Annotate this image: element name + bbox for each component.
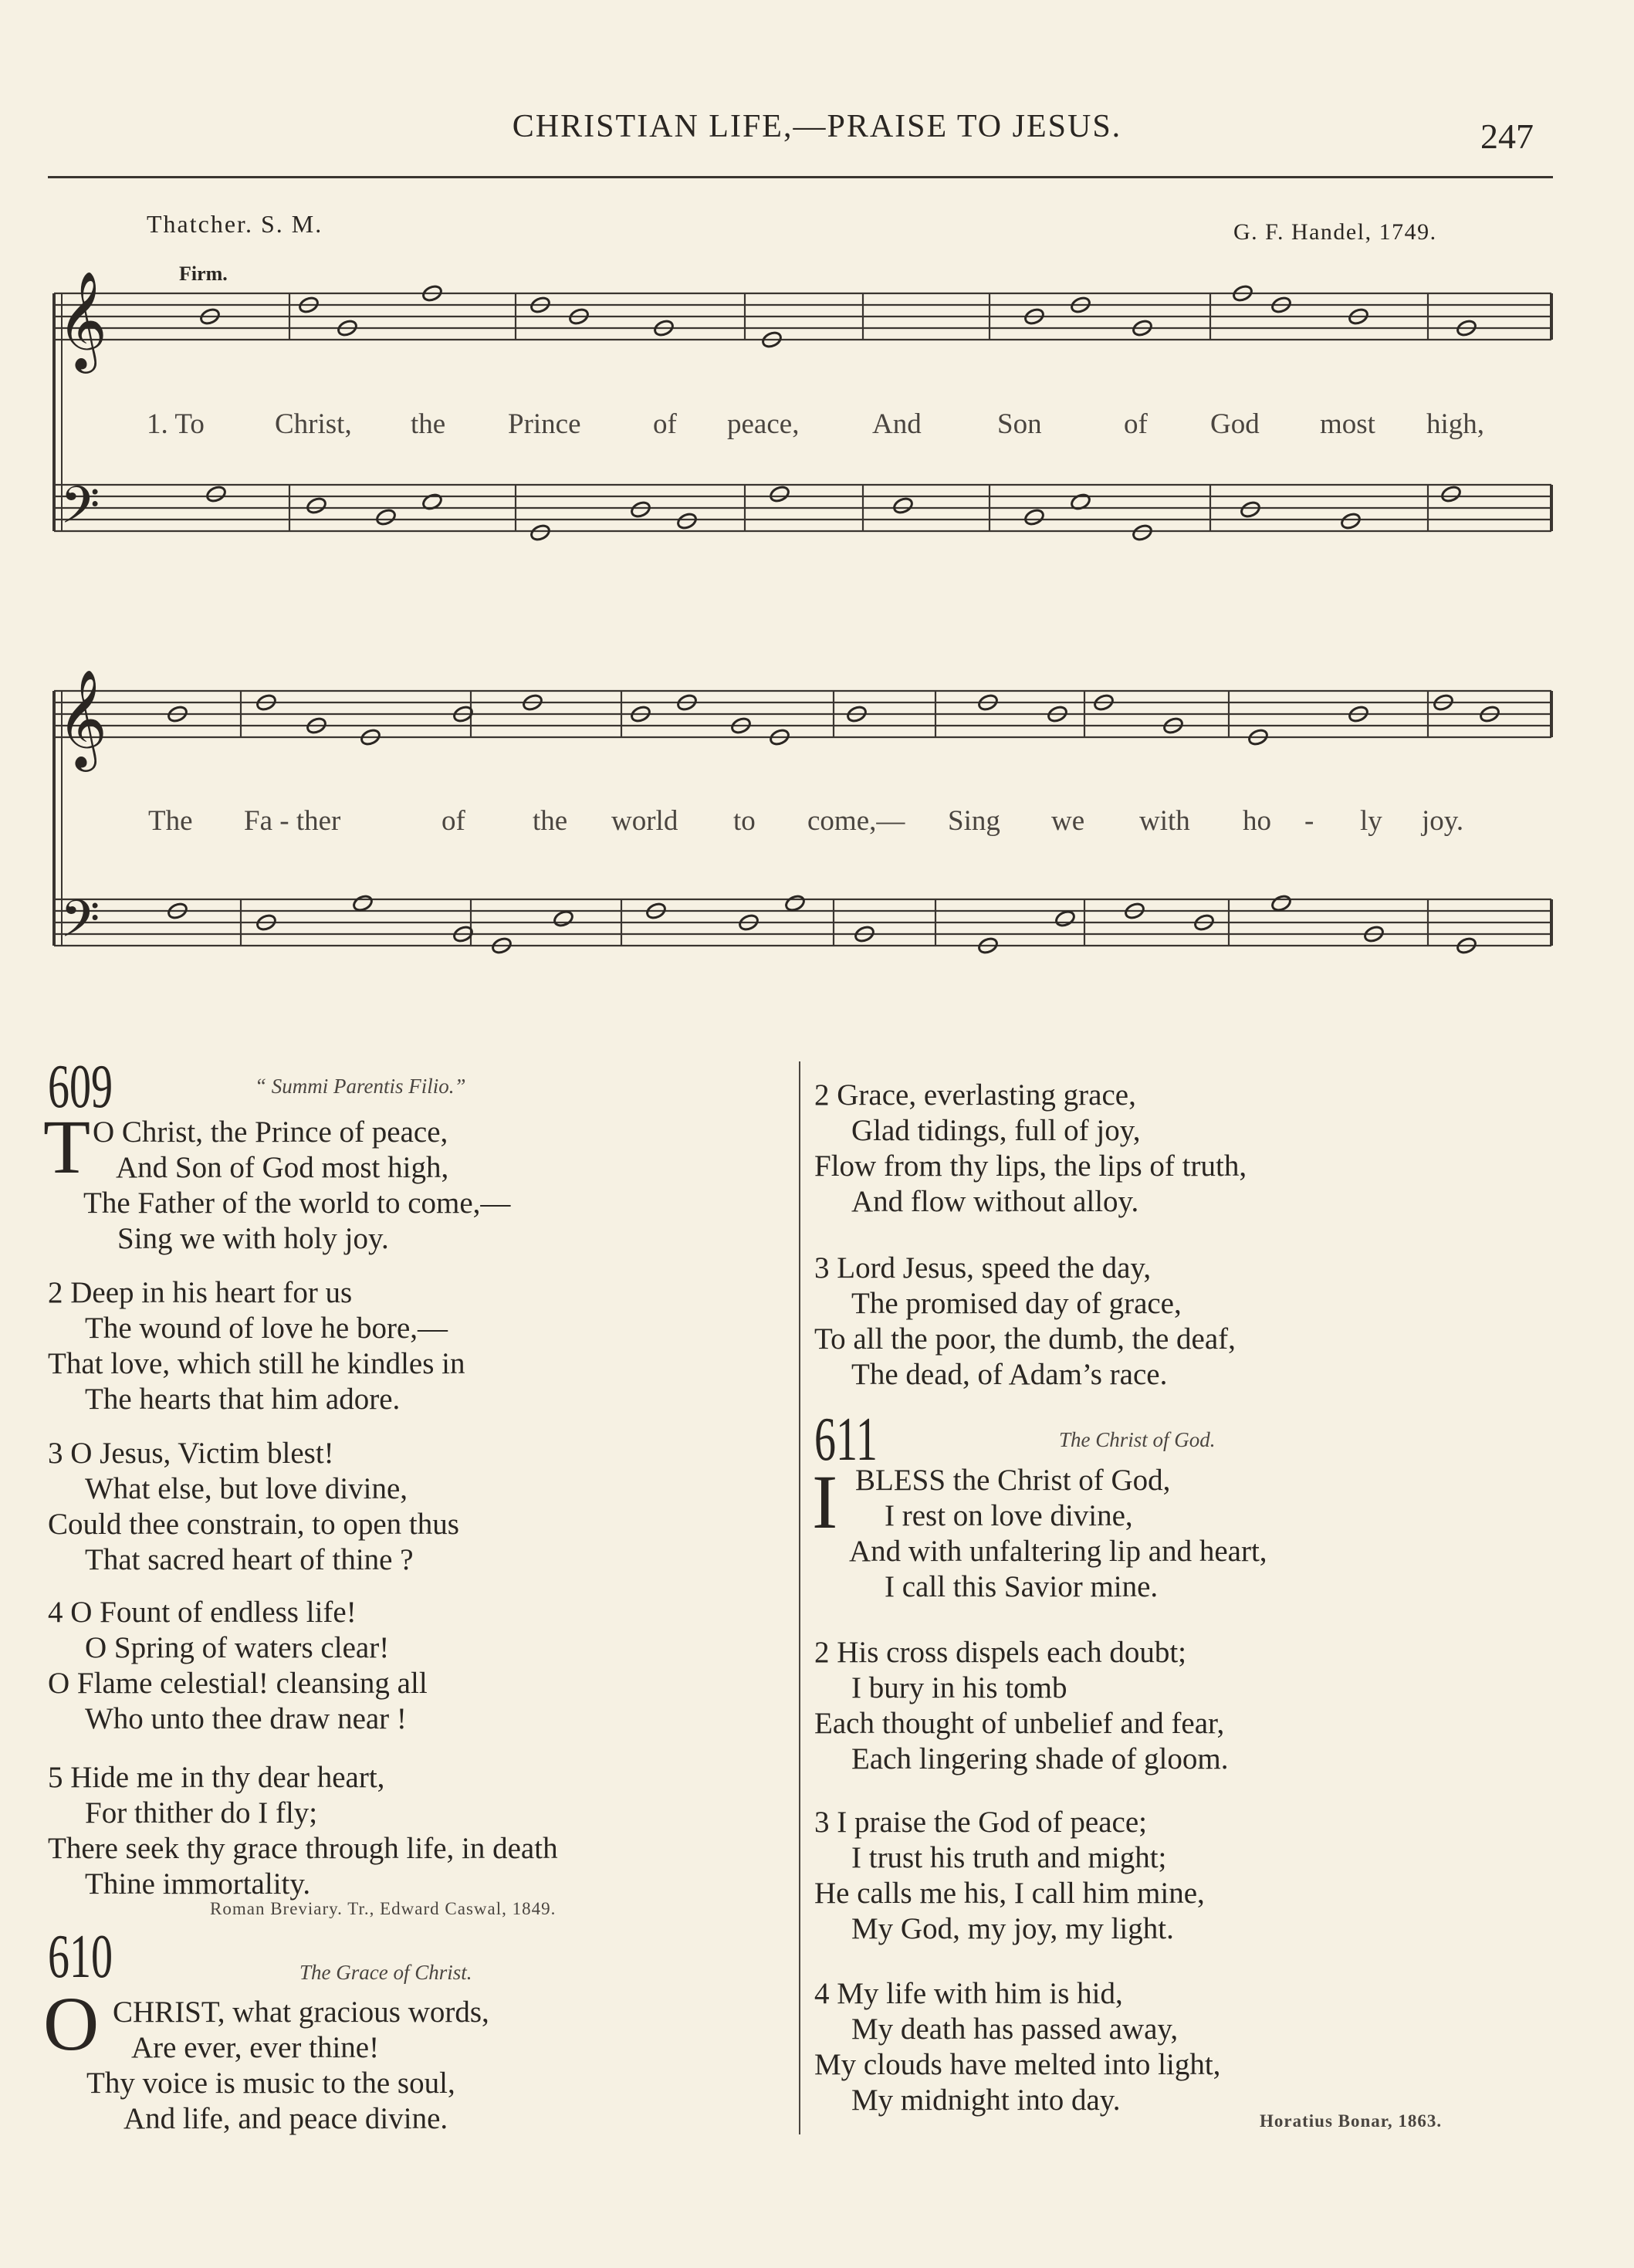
h609-st2-line-3: That love, which still he kindles in [48,1347,465,1380]
hymn-609-number: 609 [48,1053,113,1121]
hymn-610-number: 610 [48,1923,113,1991]
lyric-syllable: the [411,408,446,440]
h609-st4-line-2: O Spring of waters clear! [85,1631,390,1664]
h609-st5-line-2: For thither do I fly; [85,1796,318,1830]
svg-text:𝄢: 𝄢 [60,476,100,547]
hymn-609-credit: Roman Breviary. Tr., Edward Caswal, 1849. [210,1899,557,1918]
h610-st2-line-2: Glad tidings, full of joy, [851,1114,1141,1147]
hymn-609-line-2: And Son of God most high, [116,1151,449,1184]
h609-st3-line-1: 3 O Jesus, Victim blest! [48,1437,334,1470]
hymn-609-tag: “ Summi Parentis Filio.” [255,1075,466,1098]
lyric-syllable: joy. [1422,805,1464,837]
h611-st3-line-3: He calls me his, I call him mine, [814,1877,1205,1910]
lyric-syllable: to [733,805,756,837]
lyric-syllable: God [1210,408,1260,440]
lyric-syllable: of [1124,408,1148,440]
lyric-syllable: high, [1426,408,1485,440]
h609-st4-line-1: 4 O Fount of endless life! [48,1596,357,1629]
lyric-syllable: Christ, [275,408,352,440]
lyric-syllable: ly [1360,805,1382,837]
hymn-610-line-2: Are ever, ever thine! [131,2031,380,2064]
hymn-611-line-4: I call this Savior mine. [885,1570,1159,1603]
hymn-611-line-1: BLESS the Christ of God, [855,1464,1171,1497]
h611-st4-line-1: 4 My life with him is hid, [814,1977,1123,2010]
h610-st2-line-4: And flow without alloy. [851,1185,1139,1218]
lyric-syllable: Prince [508,408,581,440]
h610-st2-line-1: 2 Grace, everlasting grace, [814,1078,1136,1112]
hymn-610-drop-cap: O [43,1981,100,2067]
page-number: 247 [1480,117,1534,156]
lyric-syllable: world [611,805,678,837]
lyric-syllable: 1. To [147,408,205,440]
column-rule [799,1061,800,2134]
lyric-syllable: we [1051,805,1085,837]
h611-st3-line-4: My God, my joy, my light. [851,1912,1174,1945]
hymn-610-tag: The Grace of Christ. [299,1961,472,1984]
lyric-syllable: the [533,805,568,837]
h609-st4-line-3: O Flame celestial! cleansing all [48,1667,428,1700]
hymn-609-line-4: Sing we with holy joy. [117,1222,389,1255]
lyric-syllable: with [1139,805,1190,837]
h611-st2-line-3: Each thought of unbelief and fear, [814,1707,1225,1740]
hymn-610-line-4: And life, and peace divine. [123,2102,448,2135]
lyric-syllable: - [1304,805,1314,837]
tune-composer: G. F. Handel, 1749. [1233,219,1437,245]
h611-st2-line-1: 2 His cross dispels each doubt; [814,1636,1187,1669]
h611-st4-line-4: My midnight into day. [851,2084,1121,2117]
h610-st2-line-3: Flow from thy lips, the lips of truth, [814,1149,1247,1183]
h609-st5-line-1: 5 Hide me in thy dear heart, [48,1761,385,1794]
hymn-611-line-2: I rest on love divine, [885,1499,1133,1532]
music-score [0,0,1634,1019]
tempo-marking: Firm. [179,262,228,285]
h610-st3-line-2: The promised day of grace, [851,1287,1182,1320]
running-title: CHRISTIAN LIFE,—PRAISE TO JESUS. [512,109,1122,144]
h609-st3-line-2: What else, but love divine, [85,1472,408,1505]
hymn-609-line-1: O Christ, the Prince of peace, [93,1115,448,1149]
lyric-syllable: Fa - ther [244,805,341,837]
hymn-609-line-3: The Father of the world to come,— [83,1186,511,1220]
lyric-syllable: peace, [727,408,800,440]
h610-st3-line-1: 3 Lord Jesus, speed the day, [814,1251,1152,1285]
hymn-609-drop-cap: T [43,1104,91,1190]
hymn-610-line-1: CHRIST, what gracious words, [113,1996,489,2029]
lyric-syllable: The [148,805,193,837]
hymn-610-line-3: Thy voice is music to the soul, [86,2067,455,2100]
hymn-611-drop-cap: I [812,1459,838,1545]
svg-text:𝄢: 𝄢 [60,889,100,961]
h609-st2-line-1: 2 Deep in his heart for us [48,1276,353,1309]
lyric-syllable: Sing [948,805,1000,837]
lyric-syllable: ho [1243,805,1271,837]
h611-st3-line-1: 3 I praise the God of peace; [814,1806,1147,1839]
h611-st4-line-3: My clouds have melted into light, [814,2048,1221,2081]
h610-st3-line-3: To all the poor, the dumb, the deaf, [814,1322,1236,1356]
hymn-611-line-3: And with unfaltering lip and heart, [849,1535,1267,1568]
h611-st4-line-2: My death has passed away, [851,2012,1179,2046]
hymn-611-number: 611 [814,1406,878,1474]
h609-st2-line-2: The wound of love he bore,— [85,1312,448,1345]
h609-st5-line-4: Thine immortality. [85,1867,311,1901]
lyric-syllable: of [441,805,465,837]
lyric-syllable: And [872,408,922,440]
lyric-syllable: come,— [807,805,905,837]
tune-name: Thatcher. S. M. [147,210,323,238]
lyric-syllable: most [1320,408,1375,440]
h610-st3-line-4: The dead, of Adam’s race. [851,1358,1168,1391]
hymn-611-credit: Horatius Bonar, 1863. [1260,2111,1443,2131]
lyric-syllable: of [653,408,677,440]
hymn-611-tag: The Christ of God. [1059,1428,1216,1451]
h609-st2-line-4: The hearts that him adore. [85,1383,401,1416]
lyric-syllable: Son [997,408,1042,440]
svg-text:𝄞: 𝄞 [57,270,108,369]
h609-st4-line-4: Who unto thee draw near ! [85,1702,407,1735]
h611-st3-line-2: I trust his truth and might; [851,1841,1167,1874]
h609-st3-line-3: Could thee constrain, to open thus [48,1508,459,1541]
h609-st5-line-3: There seek thy grace through life, in death [48,1832,558,1865]
svg-text:𝄞: 𝄞 [57,669,108,767]
h611-st2-line-4: Each lingering shade of gloom. [851,1742,1229,1775]
h609-st3-line-4: That sacred heart of thine ? [85,1543,414,1576]
h611-st2-line-2: I bury in his tomb [851,1671,1067,1704]
